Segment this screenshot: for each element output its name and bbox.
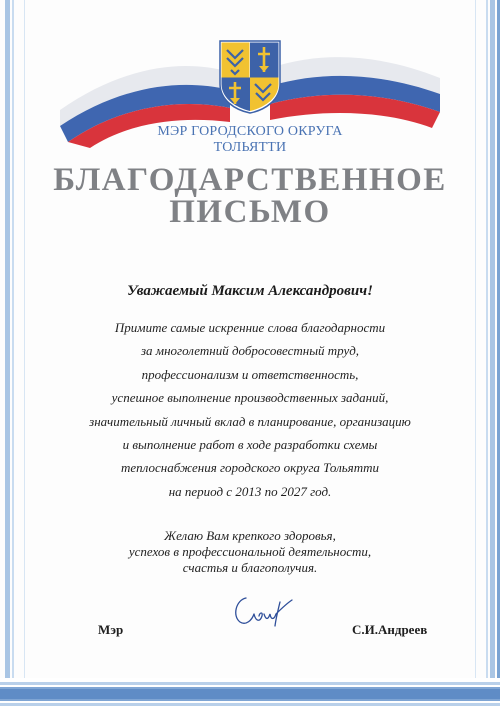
body-line: теплоснабжения городского округа Тольятти	[120, 460, 379, 476]
document-title-line2: ПИСЬМО	[169, 194, 331, 230]
document-title-line1: БЛАГОДАРСТВЕННОЕ	[53, 162, 447, 198]
wish-line: успехов в профессиональной деятельности,	[128, 544, 372, 559]
city-coat-of-arms-icon	[219, 40, 281, 114]
body-line: Примите самые искренние слова благодарности	[114, 320, 386, 335]
signatory-name: С.И.Андреев	[352, 622, 428, 637]
letter-body	[0, 316, 500, 503]
body-line: значительный личный вклад в планирование, организацию	[89, 413, 411, 429]
signatory-role: Мэр	[98, 622, 124, 637]
body-line: за многолетний добросовестный труд,	[140, 343, 360, 359]
handwritten-signature-icon	[228, 592, 298, 632]
wish-line: Желаю Вам крепкого здоровья,	[164, 528, 336, 543]
body-line: профессионализм и ответственность,	[141, 366, 359, 382]
bottom-border-band	[0, 678, 500, 706]
wish-line: счастья и благополучия.	[182, 560, 318, 575]
org-name-line2: ТОЛЬЯТТИ	[213, 140, 287, 155]
body-line: успешное выполнение производственных заданий,	[111, 390, 389, 406]
org-name-line1: МЭР ГОРОДСКОГО ОКРУГА	[157, 124, 343, 139]
greeting: Уважаемый Максим Александрович!	[127, 283, 373, 299]
body-line: на период с 2013 по 2027 год.	[168, 483, 332, 499]
wishes-block	[0, 528, 500, 576]
body-line: и выполнение работ в ходе разработки схемы	[122, 436, 378, 452]
